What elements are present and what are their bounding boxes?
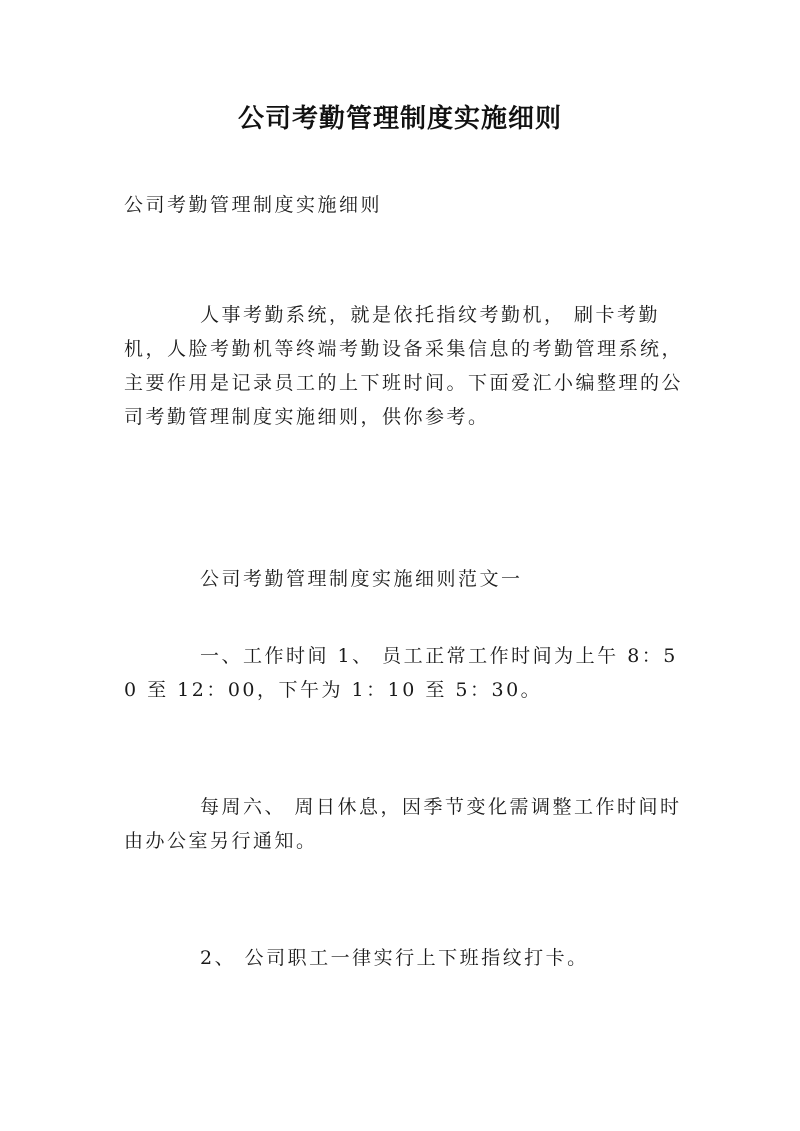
intro-paragraph: 人事考勤系统，就是依托指纹考勤机， 刷卡考勤机，人脸考勤机等终端考勤设备采集信息的考勤管理系统，主要作用是记录员工的上下班时间。下面爱汇小编整理的公司考勤管理制度实施细则，供你参考。 <box>124 304 684 428</box>
fingerprint-paragraph: 2、 公司职工一律实行上下班指纹打卡。 <box>200 947 589 969</box>
document-title: 公司考勤管理制度实施细则 <box>237 104 562 134</box>
work-time-paragraph: 一、工作时间 1、 员工正常工作时间为上午 8：50 至 12：00，下午为 1：10 至 5：30。 <box>124 645 678 701</box>
weekend-paragraph: 每周六、 周日休息，因季节变化需调整工作时间时由办公室另行通知。 <box>124 796 682 852</box>
document-subtitle: 公司考勤管理制度实施细则 <box>124 194 383 216</box>
section-heading: 公司考勤管理制度实施细则范文一 <box>200 568 523 590</box>
